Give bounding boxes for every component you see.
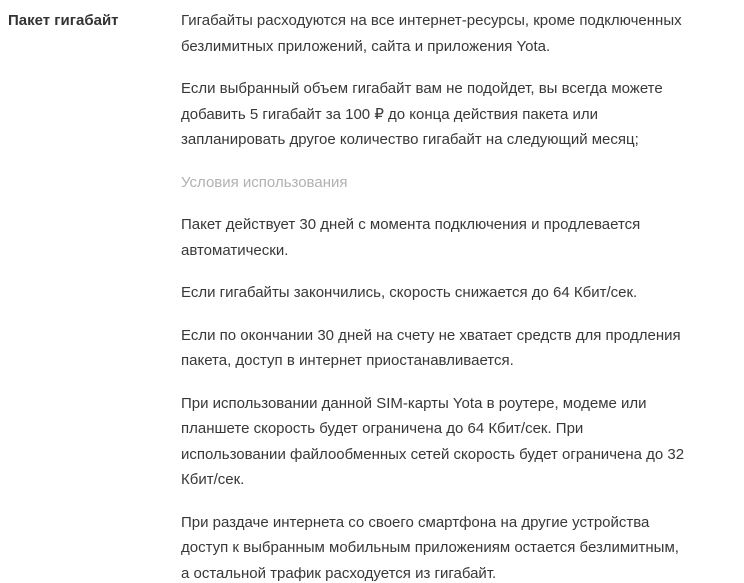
description-paragraph: Если выбранный объем гигабайт вам не подойдет, вы всегда можете добавить 5 гигабайт за 100 ₽ до конца действия пакета или запланировать другое количество гигабайт на следующий месяц; [181,80,663,148]
usage-terms-subheading: Условия использования [181,173,348,191]
description-paragraph: Если по окончании 30 дней на счету не хватает средств для продления пакета, доступ в интернет приостанавливается. [181,326,681,369]
row-label: Пакет гигабайт [8,12,119,29]
description-paragraph: При раздаче интернета со своего смартфона на другие устройства доступ к выбранным мобильным приложениям остается безлимитным, а остальной трафик расходуется из гигабайт. [181,513,679,582]
row-description [181,8,705,583]
description-paragraph: Если гигабайты закончились, скорость снижается до 64 Кбит/сек. [181,284,638,301]
description-paragraph: Пакет действует 30 дней с момента подключения и продлевается автоматически. [181,216,641,259]
description-paragraph: При использовании данной SIM-карты Yota в роутере, модеме или планшете скорость будет ограничена до 64 Кбит/сек. При использовании файлообменных сетей скорость будет ограничена до 32 Кбит/сек. [181,394,685,488]
row-label-cell [0,8,181,34]
description-paragraph: Гигабайты расходуются на все интернет-ресурсы, кроме подключенных безлимитных приложений, сайта и приложения Yota. [181,12,682,55]
